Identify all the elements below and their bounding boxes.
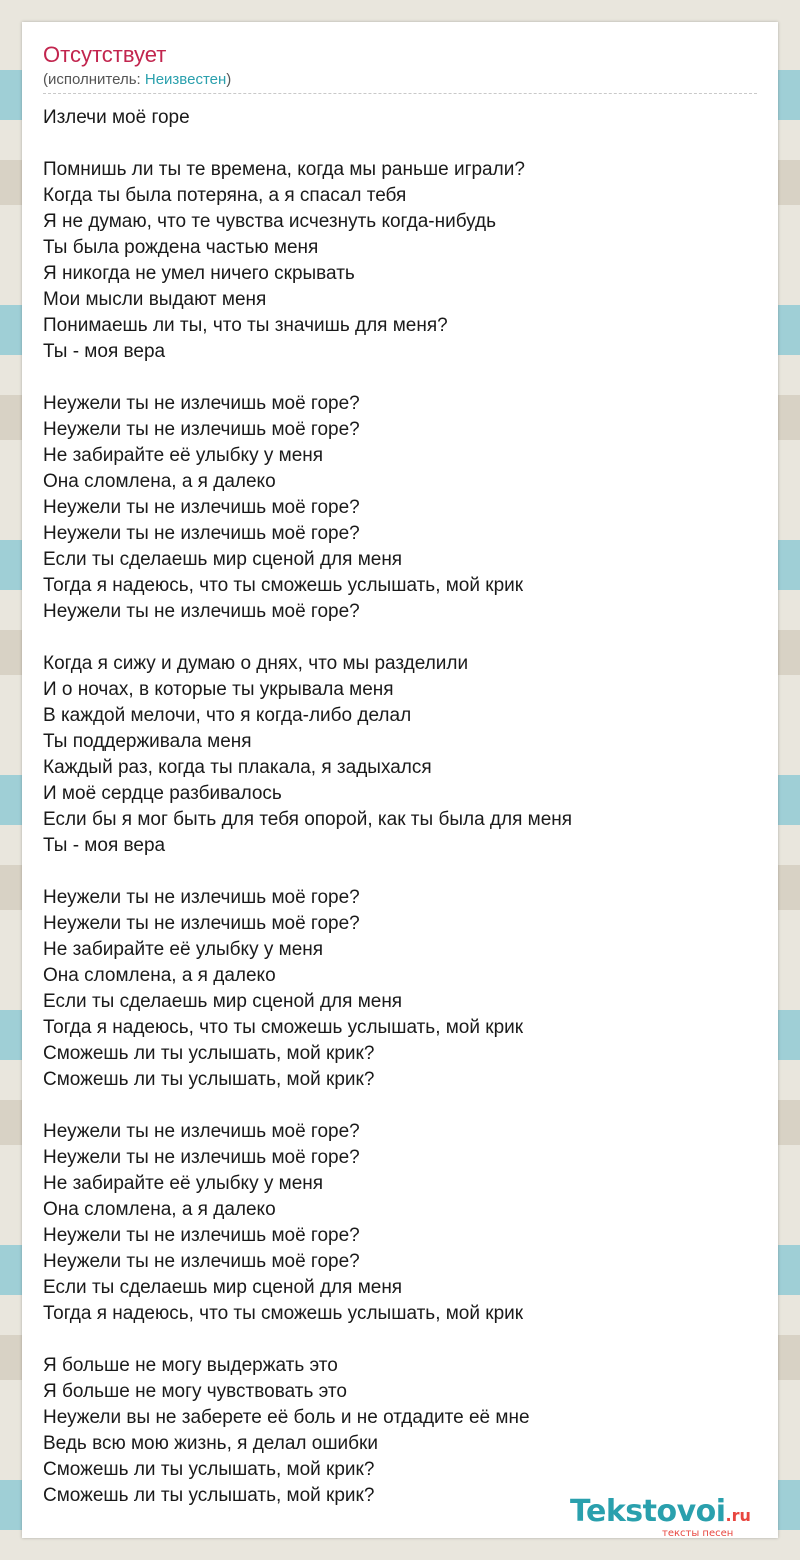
lyric-line: И моё сердце разбивалось [43,783,282,804]
lyric-line: Тогда я надеюсь, что ты сможешь услышать, мой крик [43,575,524,596]
lyric-line: Ты поддерживала меня [43,731,252,752]
lyric-line: В каждой мелочи, что я когда-либо делал [43,705,412,726]
lyric-line: Неужели вы не заберете её боль и не отдадите её мне [43,1407,530,1428]
lyric-line: Она сломлена, а я далеко [43,965,276,986]
logo-name: Tekstovoi [570,1494,726,1529]
lyric-line: Неужели ты не излечишь моё горе? [43,393,360,414]
lyric-line: Неужели ты не излечишь моё горе? [43,887,360,908]
lyric-line: Я не думаю, что те чувства исчезнуть когда-нибудь [43,211,497,232]
performer-line [43,70,757,90]
lyric-line: Понимаешь ли ты, что ты значишь для меня? [43,315,448,336]
lyric-line: Ты - моя вера [43,341,166,362]
stanza-gap [43,131,757,157]
lyric-line: Не забирайте её улыбку у меня [43,445,324,466]
lyric-line: Я больше не могу выдержать это [43,1355,338,1376]
lyric-line: Неужели ты не излечишь моё горе? [43,1251,360,1272]
performer-suffix: ) [226,71,232,88]
header-divider [43,93,757,94]
performer-prefix: (исполнитель: [43,71,145,88]
lyric-line: Я никогда не умел ничего скрывать [43,263,355,284]
lyric-line: Каждый раз, когда ты плакала, я задыхался [43,757,432,778]
lyric-line: Неужели ты не излечишь моё горе? [43,601,360,622]
lyric-line: Неужели ты не излечишь моё горе? [43,1147,360,1168]
lyric-line: Тогда я надеюсь, что ты сможешь услышать, мой крик [43,1303,524,1324]
lyric-line: Сможешь ли ты услышать, мой крик? [43,1485,375,1506]
lyric-line: Сможешь ли ты услышать, мой крик? [43,1459,375,1480]
logo-tagline: тексты песен [662,1528,734,1539]
lyric-line: Неужели ты не излечишь моё горе? [43,1225,360,1246]
lyric-line: Помнишь ли ты те времена, когда мы раньше играли? [43,159,525,180]
lyric-line: Неужели ты не излечишь моё горе? [43,1121,360,1142]
lyric-line: Она сломлена, а я далеко [43,1199,276,1220]
lyric-line: Неужели ты не излечишь моё горе? [43,419,360,440]
stanza-gap [43,1327,757,1353]
song-header [43,40,757,90]
lyric-line: Сможешь ли ты услышать, мой крик? [43,1069,375,1090]
lyric-line: Если ты сделаешь мир сценой для меня [43,549,403,570]
stanza-gap [43,1093,757,1119]
lyric-line: Неужели ты не излечишь моё горе? [43,523,360,544]
lyric-line: Не забирайте её улыбку у меня [43,939,324,960]
lyric-line: Она сломлена, а я далеко [43,471,276,492]
lyrics-text [43,105,757,1509]
lyric-line: Когда ты была потеряна, а я спасал тебя [43,185,407,206]
site-logo-link[interactable] [570,1494,780,1544]
performer-link[interactable]: Неизвестен [144,71,227,88]
lyric-line: Неужели ты не излечишь моё горе? [43,913,360,934]
lyric-line: Когда я сижу и думаю о днях, что мы разделили [43,653,469,674]
stanza-gap [43,859,757,885]
lyric-line: Если ты сделаешь мир сценой для меня [43,991,403,1012]
lyric-line: Если бы я мог быть для тебя опорой, как ты была для меня [43,809,573,830]
lyric-line: Не забирайте её улыбку у меня [43,1173,324,1194]
lyric-line: И о ночах, в которые ты укрывала меня [43,679,394,700]
lyrics-card [22,22,778,1538]
lyric-line: Я больше не могу чувствовать это [43,1381,347,1402]
lyric-line: Тогда я надеюсь, что ты сможешь услышать, мой крик [43,1017,524,1038]
stanza-gap [43,365,757,391]
stanza-gap [43,625,757,651]
lyric-line: Неужели ты не излечишь моё горе? [43,497,360,518]
lyric-line: Ты была рождена частью меня [43,237,319,258]
song-title: Отсутствует [43,42,167,67]
lyric-line: Излечи моё горе [43,107,190,128]
lyric-line: Мои мысли выдают меня [43,289,267,310]
lyric-line: Если ты сделаешь мир сценой для меня [43,1277,403,1298]
lyric-line: Ведь всю мою жизнь, я делал ошибки [43,1433,378,1454]
lyric-line: Сможешь ли ты услышать, мой крик? [43,1043,375,1064]
logo-tld: .ru [725,1506,751,1525]
lyric-line: Ты - моя вера [43,835,166,856]
